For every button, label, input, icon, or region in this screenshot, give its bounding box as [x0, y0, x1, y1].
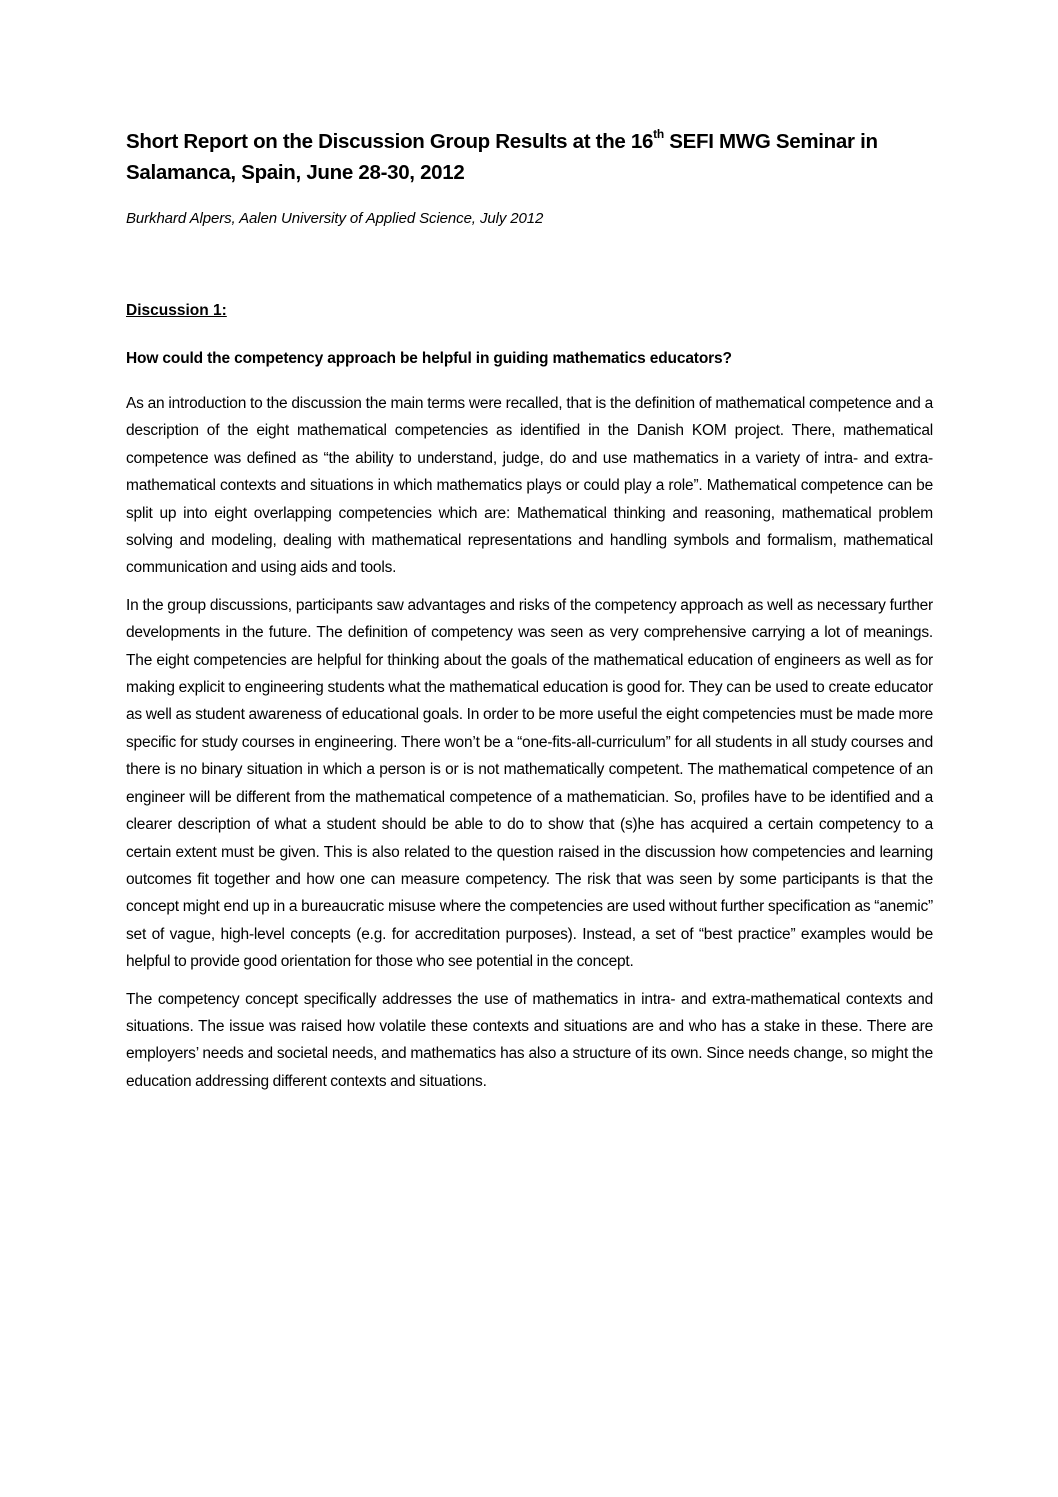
title-text-part1: Short Report on the Discussion Group Results at the 16	[126, 130, 654, 153]
title-text-part2: SEFI MWG Seminar in Salamanca, Spain, June 28-30, 2012	[126, 130, 878, 184]
paragraph-3: The competency concept specifically addresses the use of mathematics in intra- and extra-mathematical contexts and situations. The issue was raised how volatile these contexts and situations are and who has a stake in these. There are employers’ needs and societal needs, and mathematics has also a structure of its own. Since needs change, so might the education addressing different contexts and situations.	[126, 990, 933, 1090]
section-heading: Discussion 1:	[126, 302, 227, 319]
document-title	[126, 126, 933, 188]
paragraph-2: In the group discussions, participants saw advantages and risks of the competency approach as well as necessary further developments in the future. The definition of competency was seen as very comprehensive carrying a lot of meanings. The eight competencies are helpful for thinking about the goals of the mathematical education of engineers as well as for making explicit to engineering students what the mathematical education is good for. They can be used to create educator as well as student awareness of educational goals. In order to be more useful the eight competencies must be made more specific for study courses in engineering. There won’t be a “one-fits-all-curriculum” for all students in all study courses and there is no binary situation in which a person is or is not mathematically competent. The mathematical competence of an engineer will be different from the mathematical competence of a mathematician. So, profiles have to be identified and a clearer description of what a student should be able to do to show that (s)he has acquired a certain competency to a certain extent must be given. This is also related to the question raised in the discussion how competencies and learning outcomes fit together and how one can measure competency. The risk that was seen by some participants is that the concept might end up in a bureaucratic misuse where the competencies are used without further specification as “anemic” set of vague, high-level concepts (e.g. for accreditation purposes). Instead, a set of “best practice” examples would be helpful to provide good orientation for those who see potential in the concept.	[126, 596, 933, 971]
title-superscript: th	[653, 127, 664, 142]
discussion-question: How could the competency approach be helpful in guiding mathematics educators?	[126, 350, 732, 367]
author-line: Burkhard Alpers, Aalen University of Applied Science, July 2012	[126, 210, 544, 227]
paragraph-1: As an introduction to the discussion the main terms were recalled, that is the definition of mathematical competence and a description of the eight mathematical competencies as identified in the Danish KOM project. There, mathematical competence was defined as “the ability to understand, judge, do and use mathematics in a variety of intra- and extra-mathematical contexts and situations in which mathematics plays or could play a role”. Mathematical competence can be split up into eight overlapping competencies which are: Mathematical thinking and reasoning, mathematical problem solving and modeling, dealing with mathematical representations and handling symbols and formalism, mathematical communication and using aids and tools.	[126, 395, 933, 577]
document-content	[126, 126, 933, 1095]
